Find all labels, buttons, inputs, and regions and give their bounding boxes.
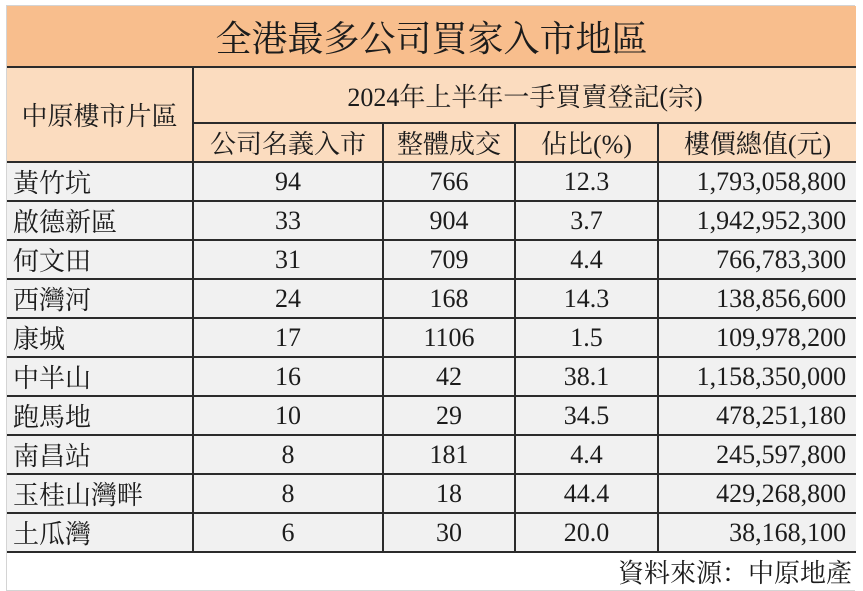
table-row — [7, 318, 856, 357]
cell-share-percent: 4.4 — [515, 240, 658, 279]
cell-overall-transactions: 42 — [383, 357, 515, 396]
table-row — [7, 435, 856, 474]
title-row — [7, 6, 856, 67]
cell-overall-transactions: 30 — [383, 513, 515, 552]
column-header-overall-transactions: 整體成交 — [383, 123, 515, 162]
cell-company-purchases: 31 — [193, 240, 383, 279]
cell-overall-transactions: 766 — [383, 162, 515, 201]
cell-total-value: 478,251,180 — [658, 396, 856, 435]
cell-total-value: 109,978,200 — [658, 318, 856, 357]
table-row — [7, 162, 856, 201]
cell-share-percent: 1.5 — [515, 318, 658, 357]
cell-company-purchases: 33 — [193, 201, 383, 240]
cell-district: 啟德新區 — [7, 201, 193, 240]
cell-overall-transactions: 168 — [383, 279, 515, 318]
cell-share-percent: 12.3 — [515, 162, 658, 201]
cell-total-value: 766,783,300 — [658, 240, 856, 279]
table-row — [7, 357, 856, 396]
column-header-district: 中原樓市片區 — [7, 67, 193, 162]
cell-company-purchases: 6 — [193, 513, 383, 552]
column-header-total-value: 樓價總值(元) — [658, 123, 856, 162]
cell-district: 康城 — [7, 318, 193, 357]
cell-district: 中半山 — [7, 357, 193, 396]
cell-share-percent: 14.3 — [515, 279, 658, 318]
cell-overall-transactions: 709 — [383, 240, 515, 279]
cell-company-purchases: 17 — [193, 318, 383, 357]
cell-district: 跑馬地 — [7, 396, 193, 435]
table-row — [7, 201, 856, 240]
cell-company-purchases: 8 — [193, 474, 383, 513]
cell-share-percent: 44.4 — [515, 474, 658, 513]
column-header-company-purchases: 公司名義入市 — [193, 123, 383, 162]
cell-company-purchases: 16 — [193, 357, 383, 396]
table-row — [7, 513, 856, 552]
table-row — [7, 474, 856, 513]
cell-district: 南昌站 — [7, 435, 193, 474]
group-header: 2024年上半年一手買賣登記(宗) — [193, 67, 856, 123]
cell-share-percent: 34.5 — [515, 396, 658, 435]
cell-share-percent: 38.1 — [515, 357, 658, 396]
cell-total-value: 1,942,952,300 — [658, 201, 856, 240]
source-note: 資料來源：中原地產 — [7, 552, 856, 590]
cell-share-percent: 20.0 — [515, 513, 658, 552]
cell-total-value: 1,158,350,000 — [658, 357, 856, 396]
cell-district: 黃竹坑 — [7, 162, 193, 201]
cell-company-purchases: 8 — [193, 435, 383, 474]
cell-district: 何文田 — [7, 240, 193, 279]
cell-overall-transactions: 29 — [383, 396, 515, 435]
cell-total-value: 429,268,800 — [658, 474, 856, 513]
cell-total-value: 138,856,600 — [658, 279, 856, 318]
cell-share-percent: 3.7 — [515, 201, 658, 240]
footer-row — [7, 552, 856, 590]
cell-total-value: 38,168,100 — [658, 513, 856, 552]
cell-company-purchases: 94 — [193, 162, 383, 201]
cell-district: 西灣河 — [7, 279, 193, 318]
table-row — [7, 240, 856, 279]
cell-overall-transactions: 904 — [383, 201, 515, 240]
cell-total-value: 245,597,800 — [658, 435, 856, 474]
column-header-share-percent: 佔比(%) — [515, 123, 658, 162]
cell-district: 玉桂山灣畔 — [7, 474, 193, 513]
table-row — [7, 396, 856, 435]
cell-overall-transactions: 181 — [383, 435, 515, 474]
table-row — [7, 279, 856, 318]
cell-company-purchases: 10 — [193, 396, 383, 435]
cell-share-percent: 4.4 — [515, 435, 658, 474]
table-title: 全港最多公司買家入市地區 — [7, 6, 856, 67]
cell-company-purchases: 24 — [193, 279, 383, 318]
infographic-table-card — [6, 5, 855, 591]
cell-district: 土瓜灣 — [7, 513, 193, 552]
cell-overall-transactions: 1106 — [383, 318, 515, 357]
header-row-top — [7, 67, 856, 123]
cell-total-value: 1,793,058,800 — [658, 162, 856, 201]
company-buyers-table — [7, 6, 856, 590]
cell-overall-transactions: 18 — [383, 474, 515, 513]
